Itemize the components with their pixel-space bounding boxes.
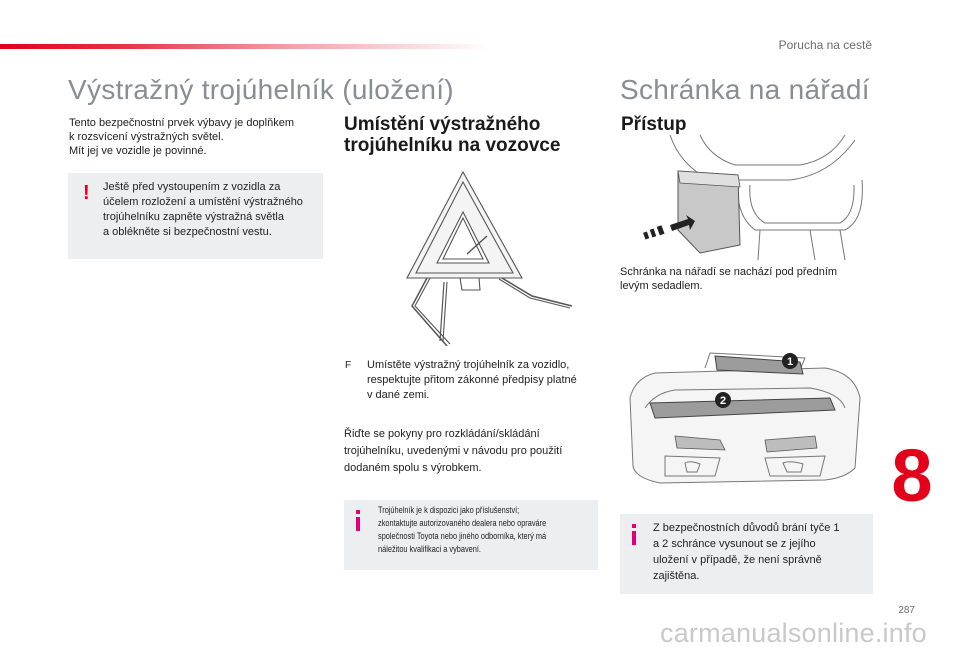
chapter-number: 8 — [891, 434, 933, 517]
warning-line: účelem rozložení a umístění výstražného — [103, 196, 303, 208]
info-line: a 2 schránce vysunout se z jejího — [653, 538, 816, 550]
toolbox-location-paragraph — [620, 265, 870, 293]
warning-icon: ! — [83, 182, 90, 204]
watermark: carmanualsonline.info — [660, 618, 927, 648]
intro-line: Mít jej ve vozidle je povinné. — [69, 145, 207, 157]
page-title-right: Schránka na nářadí — [620, 74, 870, 105]
info-icon — [632, 531, 636, 545]
intro-line: Tento bezpečnostní prvek výbavy je doplňkem — [69, 117, 295, 129]
info-text-accessory — [378, 504, 599, 556]
bullet-line: v dané zemi. — [367, 389, 430, 401]
paragraph-line: trojúhelníku, uvedenými v návodu pro použití — [344, 445, 563, 457]
instructions-paragraph — [344, 426, 599, 477]
paragraph-line: dodaném spolu s výrobkem. — [344, 462, 482, 474]
paragraph-line: Řiďte se pokyny pro rozkládání/skládání — [344, 428, 540, 440]
heading-line: trojúhelníku na vozovce — [344, 135, 561, 156]
heading-line: Umístění výstražného — [344, 114, 541, 135]
seat-toolbox-illustration — [640, 135, 870, 260]
toolbox-bars-illustration — [625, 348, 865, 496]
section-heading-access: Přístup — [621, 114, 687, 135]
section-heading-placement — [344, 114, 560, 156]
info-line: zkontaktujte autorizovaného dealera nebo opravárе — [378, 518, 547, 528]
paragraph-line: levým sedadlem. — [620, 280, 703, 292]
bullet-marker: F — [345, 360, 352, 371]
warning-line: a oblékněte si bezpečnostní vestu. — [103, 226, 272, 238]
page-number: 287 — [898, 605, 915, 616]
header-accent-bar — [0, 44, 490, 49]
info-line: Trojúhelník je k dispozici jako příslušenství; — [378, 505, 520, 515]
info-icon — [356, 517, 360, 531]
warning-triangle-illustration — [352, 166, 582, 346]
warning-text — [103, 180, 321, 240]
warning-line: Ještě před vystoupením z vozidla za — [103, 181, 281, 193]
info-line: náležitou kvalifikaci a vybavení. — [378, 544, 481, 554]
intro-paragraph — [69, 116, 329, 158]
info-line: Z bezpečnostních důvodů brání tyče 1 — [653, 522, 840, 534]
paragraph-line: Schránka na nářadí se nachází pod předním — [620, 266, 838, 278]
info-text-safety — [653, 520, 871, 584]
bullet-line: Umístěte výstražný trojúhelník za vozidlo, — [367, 359, 570, 371]
callout-1-label: 1 — [786, 356, 794, 368]
page-title-left: Výstražný trojúhelník (uložení) — [68, 74, 454, 105]
info-line: uložení v případě, že není správně — [653, 554, 822, 566]
info-line: zajištěna. — [653, 570, 700, 582]
bullet-line: respektujte přitom zákonné předpisy platné — [367, 374, 577, 386]
section-label: Porucha na cestě — [778, 38, 872, 52]
info-line: společnosti Toyota nebo jiného odborníka, který má — [378, 531, 547, 541]
instruction-bullet — [345, 358, 600, 403]
callout-2-label: 2 — [719, 395, 727, 407]
intro-line: k rozsvícení výstražných světel. — [69, 131, 224, 143]
warning-line: trojúhelníku zapněte výstražná světla — [103, 211, 284, 223]
